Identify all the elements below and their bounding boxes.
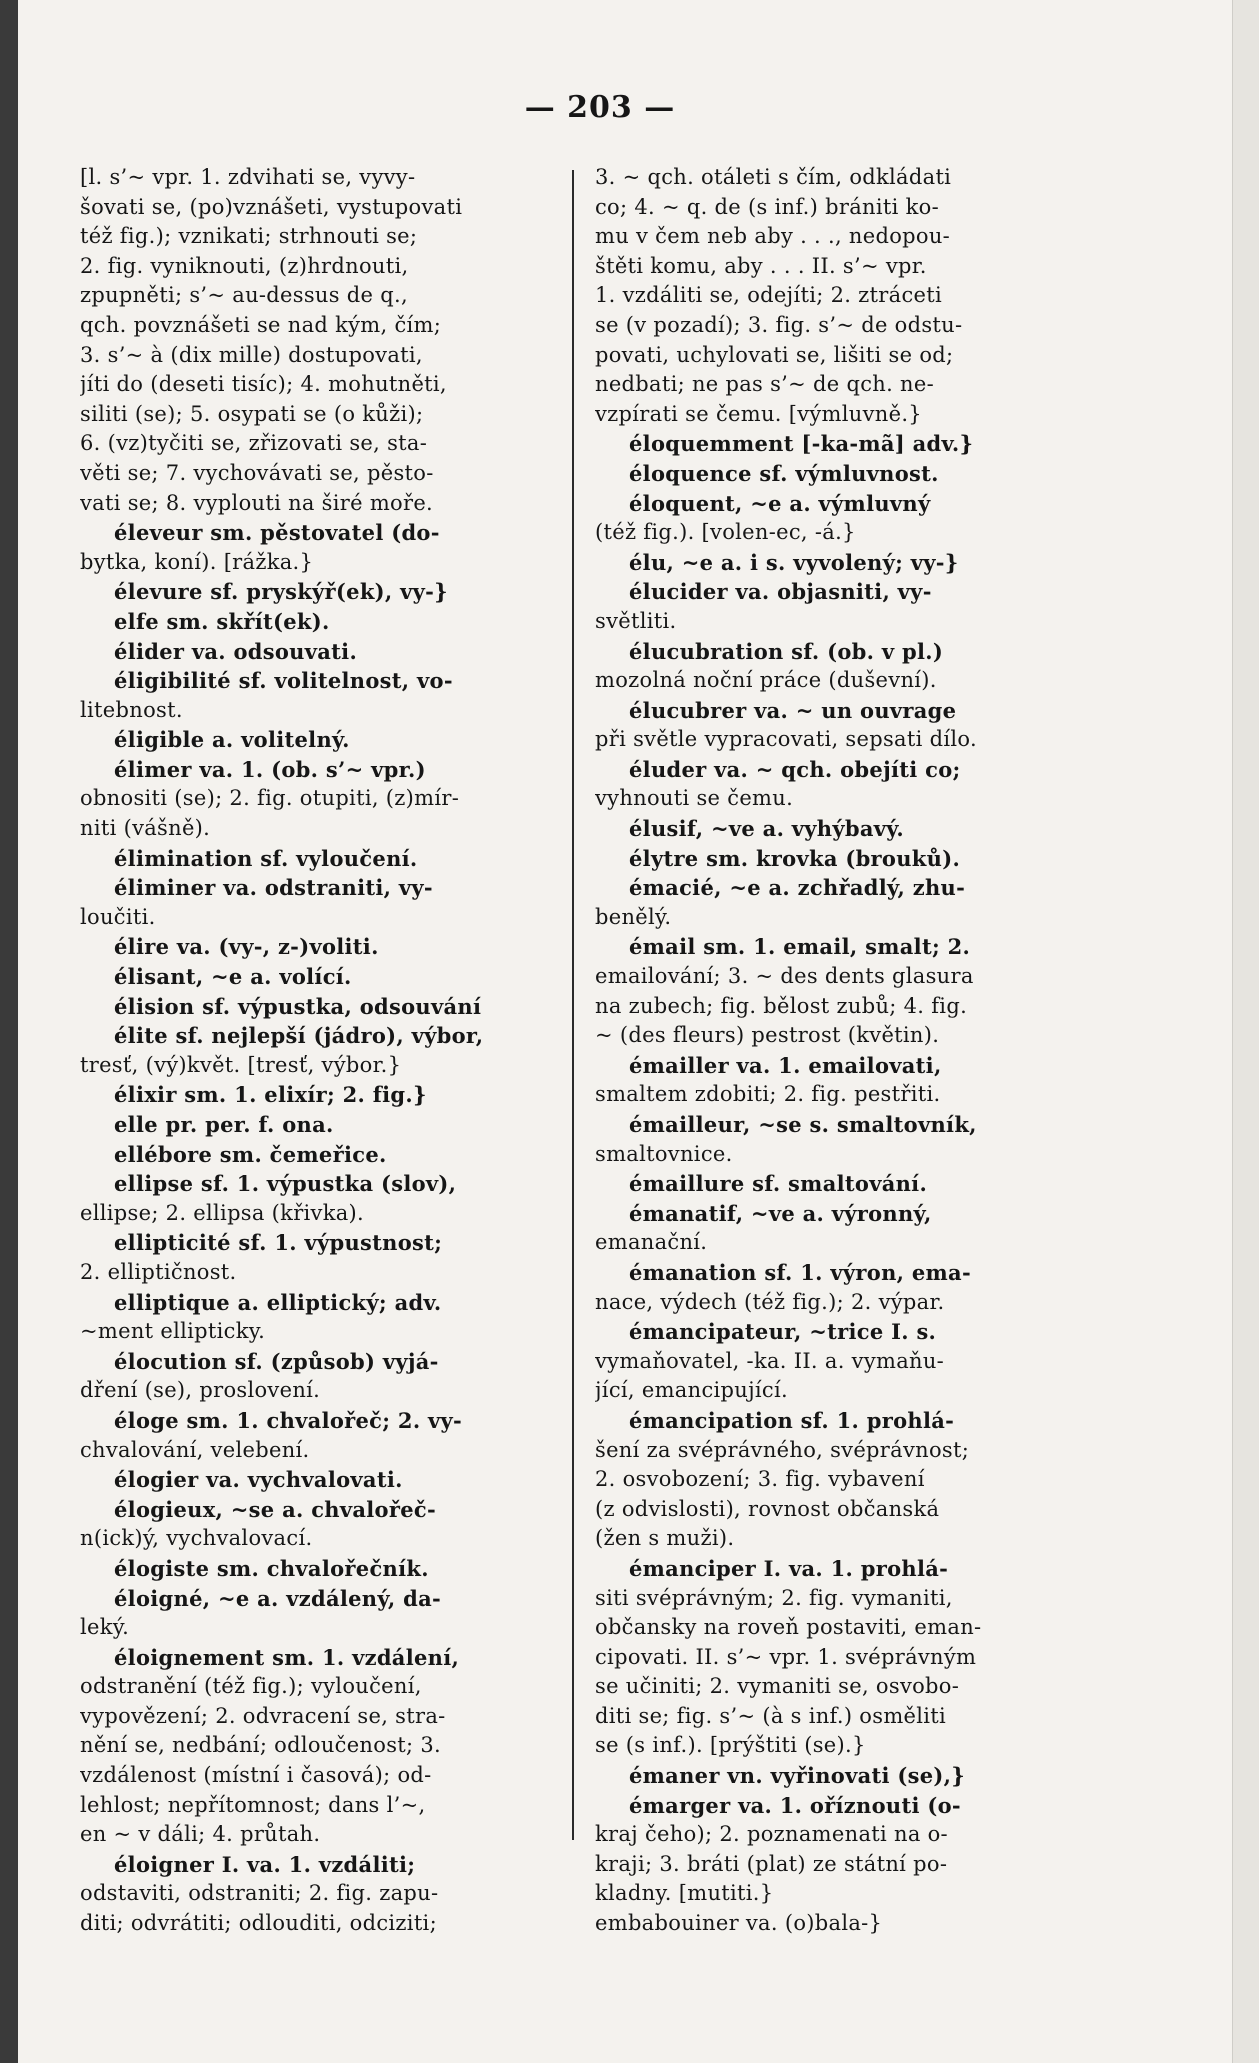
entry-text-line: občansky na roveň postaviti, eman-	[595, 1615, 982, 1640]
entry-text-line: štěti komu, aby . . . II. s’~ vpr.	[595, 253, 927, 278]
entry-text-line: cipovati. II. s’~ vpr. 1. svéprávným	[595, 1644, 977, 1669]
entry-headword-line: élisant, ~e a. volící.	[114, 964, 352, 990]
entry-text-line: co; 4. ~ q. de (s inf.) brániti ko-	[595, 194, 939, 219]
entry-headword-line: élision sf. výpustka, odsouvání	[114, 993, 482, 1019]
entry-text-line: kraji; 3. bráti (plat) ze státní po-	[595, 1851, 948, 1876]
entry-text-line: smaltovnice.	[595, 1141, 733, 1166]
entry-text-line: 6. (vz)tyčiti se, zřizovati se, sta-	[80, 431, 428, 456]
entry-headword-line: ellipse sf. 1. výpustka (slov),	[114, 1171, 457, 1197]
entry-text-line: siti svéprávným; 2. fig. vymaniti,	[595, 1585, 953, 1610]
entry-headword-line: élu, ~e a. i s. vyvolený; vy-}	[629, 549, 959, 575]
entry-text-line: tresť, (vý)květ. [tresť, výbor.}	[80, 1052, 402, 1077]
entry-text-line: embabouiner va. (o)bala-}	[595, 1911, 883, 1936]
entry-text-line: vyhnouti se čemu.	[595, 786, 794, 811]
scan-left-edge	[0, 0, 18, 2063]
entry-text-line: 1. vzdáliti se, odejíti; 2. ztráceti	[595, 283, 942, 308]
entry-headword-line: élogiste sm. chvalořečník.	[114, 1555, 429, 1581]
entry-text-line: en ~ v dáli; 4. průtah.	[80, 1822, 321, 1847]
entry-text-line: jíti do (deseti tisíc); 4. mohutněti,	[80, 372, 447, 397]
entry-text-line: dření (se), proslovení.	[80, 1378, 321, 1403]
entry-text-line: vzpírati se čemu. [výmluvně.}	[595, 401, 922, 426]
entry-text-line: diti; odvrátiti; odlouditi, odciziti;	[80, 1911, 437, 1936]
entry-text-line: n(ick)ý, vychvalovací.	[80, 1526, 313, 1551]
entry-text-line: diti se; fig. s’~ (à s inf.) osměliti	[595, 1703, 947, 1728]
entry-headword-line: émancipateur, ~trice I. s.	[629, 1319, 937, 1345]
entry-headword-line: élogier va. vychvalovati.	[114, 1467, 403, 1493]
entry-headword-line: elle pr. per. f. ona.	[114, 1112, 334, 1137]
entry-text-line: se učiniti; 2. vymaniti se, osvobo-	[595, 1674, 960, 1699]
entry-text-line: emailování; 3. ~ des dents glasura	[595, 964, 974, 989]
entry-text-line: 3. s’~ à (dix mille) dostupovati,	[80, 342, 423, 367]
entry-text-line: emanační.	[595, 1230, 708, 1255]
left-column	[80, 163, 583, 1939]
entry-text-line: [l. s’~ vpr. 1. zdvihati se, vyvy-	[80, 165, 416, 189]
entry-headword-line: éloge sm. 1. chvalořeč; 2. vy-	[114, 1407, 463, 1433]
entry-headword-line: élimer va. 1. (ob. s’~ vpr.)	[114, 756, 426, 782]
entry-text-line: nace, výdech (též fig.); 2. výpar.	[595, 1289, 945, 1314]
entry-text-line: smaltem zdobiti; 2. fig. pestřiti.	[595, 1082, 941, 1107]
entry-text-line: na zubech; fig. bělost zubů; 4. fig.	[595, 993, 968, 1018]
entry-headword-line: élite sf. nejlepší (jádro), výbor,	[114, 1023, 484, 1049]
entry-text-line: ~ (des fleurs) pestrost (květin).	[595, 1023, 940, 1048]
entry-text-line: chvalování, velebení.	[80, 1437, 310, 1462]
entry-headword-line: élucubrer va. ~ un ouvrage	[629, 697, 957, 723]
entry-text-line: při světle vypracovati, sepsati dílo.	[595, 727, 977, 752]
entry-headword-line: élucider va. objasniti, vy-	[629, 579, 932, 605]
entry-text-line: 2. osvobození; 3. fig. vybavení	[595, 1467, 925, 1492]
entry-text-line: ~ment ellipticky.	[80, 1319, 266, 1344]
entry-headword-line: éligible a. volitelný.	[114, 727, 350, 753]
entry-text-line: siliti (se); 5. osypati se (o kůži);	[80, 401, 424, 426]
entry-headword-line: émarger va. 1. oříznouti (o-	[629, 1792, 961, 1818]
entry-text-line: se (s inf.). [prýštiti (se).}	[595, 1733, 866, 1758]
entry-text-line: benělý.	[595, 904, 672, 929]
entry-text-line: vymaňovatel, -ka. II. a. vymaňu-	[595, 1348, 945, 1373]
page-number: — 203 —	[524, 90, 676, 125]
entry-headword-line: éloquence sf. výmluvnost.	[629, 460, 939, 486]
entry-headword-line: éloigner I. va. 1. vzdáliti;	[114, 1851, 416, 1877]
entry-headword-line: elfe sm. skřít(ek).	[114, 608, 330, 634]
entry-headword-line: éliminer va. odstraniti, vy-	[114, 875, 433, 901]
entry-headword-line: éloigné, ~e a. vzdálený, da-	[114, 1585, 441, 1611]
entry-text-line: ellipse; 2. ellipsa (křivka).	[80, 1200, 365, 1225]
scan-right-margin	[1232, 0, 1259, 2063]
entry-text-line: kraj čeho); 2. poznamenati na o-	[595, 1822, 948, 1847]
entry-text-line: bytka, koní). [rážka.}	[80, 549, 314, 574]
entry-text-line: vati se; 8. vyplouti na širé moře.	[80, 490, 434, 515]
entry-text-line: šovati se, (po)vznášeti, vystupovati	[80, 194, 463, 219]
entry-headword-line: élire va. (vy-, z-)voliti.	[114, 934, 379, 960]
entry-text-line: loučiti.	[80, 904, 156, 929]
entry-headword-line: éloignement sm. 1. vzdálení,	[114, 1644, 460, 1670]
entry-headword-line: éligibilité sf. volitelnost, vo-	[114, 668, 453, 694]
entry-headword-line: éluder va. ~ qch. obejíti co;	[629, 756, 961, 782]
entry-headword-line: émancipation sf. 1. prohlá-	[629, 1407, 955, 1433]
entry-text-line: zpupněti; s’~ au-dessus de q.,	[80, 283, 408, 308]
entry-headword-line: élixir sm. 1. elixír; 2. fig.}	[114, 1082, 427, 1108]
entry-text-line: se (v pozadí); 3. fig. s’~ de odstu-	[595, 312, 963, 337]
entry-headword-line: éloquent, ~e a. výmluvný	[629, 490, 931, 516]
entry-text-line: qch. povznášeti se nad kým, čím;	[80, 312, 442, 337]
entry-text-line: též fig.); vznikati; strhnouti se;	[80, 224, 418, 249]
entry-text-line: litebnost.	[80, 697, 183, 722]
entry-text-line: jící, emancipující.	[595, 1378, 788, 1403]
entry-text-line: odstranění (též fig.); vyloučení,	[80, 1674, 422, 1699]
entry-text-line: nění se, nedbání; odloučenost; 3.	[80, 1733, 442, 1758]
entry-headword-line: émaillure sf. smaltování.	[629, 1171, 928, 1197]
entry-headword-line: émail sm. 1. email, smalt; 2.	[629, 934, 971, 960]
entry-text-line: (z odvislosti), rovnost občanská	[595, 1496, 940, 1521]
entry-text-line: vzdálenost (místní i časová); od-	[80, 1763, 432, 1788]
entry-headword-line: éleveur sm. pěstovatel (do-	[114, 520, 440, 546]
entry-headword-line: élucubration sf. (ob. v pl.)	[629, 638, 944, 664]
entry-headword-line: élogieux, ~se a. chvalořeč-	[114, 1496, 436, 1522]
entry-headword-line: émailleur, ~se s. smaltovník,	[629, 1112, 977, 1137]
entry-text-line: kladny. [mutiti.}	[595, 1881, 774, 1906]
entry-headword-line: élevure sf. pryskýř(ek), vy-}	[114, 579, 448, 605]
entry-headword-line: émanation sf. 1. výron, ema-	[629, 1259, 971, 1285]
entry-headword-line: émailler va. 1. emailovati,	[629, 1052, 942, 1078]
entry-text-line: (žen s muži).	[595, 1526, 735, 1551]
entry-headword-line: émacié, ~e a. zchřadlý, zhu-	[629, 875, 966, 901]
entry-text-line: lehlost; nepřítomnost; dans l’~,	[80, 1792, 426, 1817]
entry-text-line: leký.	[80, 1615, 130, 1640]
entry-text-line: odstaviti, odstraniti; 2. fig. zapu-	[80, 1881, 439, 1906]
entry-text-line: věti se; 7. vychovávati se, pěsto-	[80, 460, 434, 485]
entry-text-line: povati, uchylovati se, lišiti se od;	[595, 342, 954, 367]
entry-headword-line: élider va. odsouvati.	[114, 638, 358, 664]
entry-text-line: obnositi (se); 2. fig. otupiti, (z)mír-	[80, 786, 460, 811]
entry-text-line: nedbati; ne pas s’~ de qch. ne-	[595, 372, 935, 397]
entry-headword-line: elliptique a. elliptický; adv.	[114, 1289, 442, 1315]
entry-headword-line: émaner vn. vyřinovati (se),}	[629, 1763, 966, 1789]
entry-text-line: šení za svéprávného, svéprávnost;	[595, 1437, 970, 1462]
entry-headword-line: éloquemment [-ka-mã] adv.}	[629, 431, 974, 457]
entry-headword-line: émanatif, ~ve a. výronný,	[629, 1200, 932, 1226]
entry-text-line: niti (vášně).	[80, 816, 211, 841]
entry-text-line: (též fig.). [volen-ec, -á.}	[595, 520, 856, 545]
entry-text-line: mu v čem neb aby . . ., nedopou-	[595, 224, 951, 249]
entry-headword-line: élocution sf. (způsob) vyjá-	[114, 1348, 439, 1374]
entry-text-line: 2. elliptičnost.	[80, 1259, 237, 1284]
entry-text-line: 2. fig. vyniknouti, (z)hrdnouti,	[80, 253, 409, 278]
right-column	[595, 163, 1098, 1939]
entry-text-line: 3. ~ qch. otáleti s čím, odkládati	[595, 165, 952, 189]
entry-text-line: světliti.	[595, 608, 677, 633]
entry-text-line: mozolná noční práce (duševní).	[595, 668, 937, 693]
entry-headword-line: ellipticité sf. 1. výpustnost;	[114, 1230, 443, 1256]
entry-headword-line: ellébore sm. čemeřice.	[114, 1141, 387, 1167]
column-divider	[572, 170, 574, 1840]
entry-headword-line: élytre sm. krovka (brouků).	[629, 845, 961, 871]
entry-headword-line: émanciper I. va. 1. prohlá-	[629, 1555, 949, 1581]
entry-text-line: vypovězení; 2. odvracení se, stra-	[80, 1703, 446, 1728]
entry-headword-line: élimination sf. vyloučení.	[114, 845, 418, 871]
entry-headword-line: élusif, ~ve a. vyhýbavý.	[629, 816, 904, 842]
